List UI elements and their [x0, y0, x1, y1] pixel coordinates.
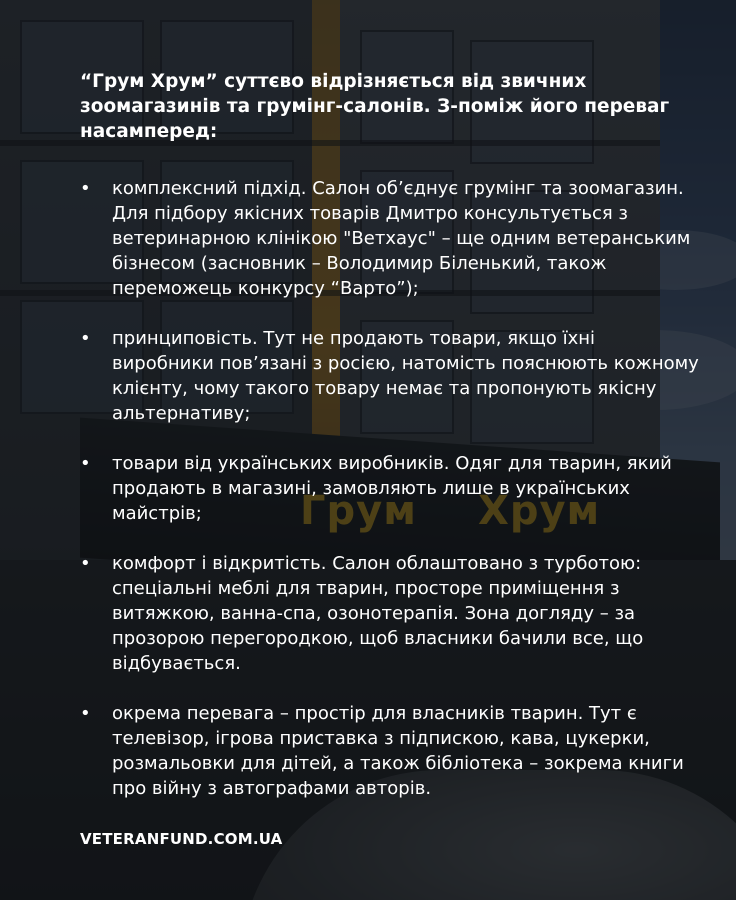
list-item [80, 551, 700, 676]
list-item [80, 176, 700, 301]
list-item [80, 326, 700, 426]
bullet: • [80, 553, 91, 574]
advantages-list [80, 176, 700, 801]
intro-paragraph: “Грум Хрум” суттєво відрізняється від звичних зоомагазинів та грумінг-салонів. З-поміж його переваг насамперед: [80, 71, 670, 142]
list-item-text: комфорт і відкритість. Салон облаштовано з турботою: спеціальні меблі для тварин, просторе приміщення з витяжкою, ванна-спа, озонотерапія. Зона догляду – за прозорою перегородкою, щоб власники бачили все, що відбувається. [112, 553, 644, 674]
source-footer: VETERANFUND.COM.UA [80, 830, 283, 848]
bullet: • [80, 328, 91, 349]
text-block [80, 69, 700, 826]
list-item-text: товари від українських виробників. Одяг для тварин, який продають в магазині, замовляють лише в українських майстрів; [112, 453, 672, 524]
bullet: • [80, 703, 91, 724]
list-item-text: окрема перевага – простір для власників тварин. Тут є телевізор, ігрова приставка з підпискою, кава, цукерки, розмальовки для дітей, а також бібліотека – зокрема книги про війну з автографами авторів. [112, 703, 684, 799]
bullet: • [80, 178, 91, 199]
list-item [80, 701, 700, 801]
list-item-text: принциповість. Тут не продають товари, якщо їхні виробники пов’язані з росією, натомість пояснюють кожному клієнту, чому такого товару немає та пропонують якісну альтернативу; [112, 328, 699, 424]
list-item [80, 451, 700, 526]
list-item-text: комплексний підхід. Салон об’єднує грумінг та зоомагазин. Для підбору якісних товарів Дмитро консультується з ветеринарною клінікою "Ветхаус" – ще одним ветеранським бізнесом (засновник – Володимир Біленький, також переможець конкурсу “Варто”); [112, 178, 691, 299]
bullet: • [80, 453, 91, 474]
